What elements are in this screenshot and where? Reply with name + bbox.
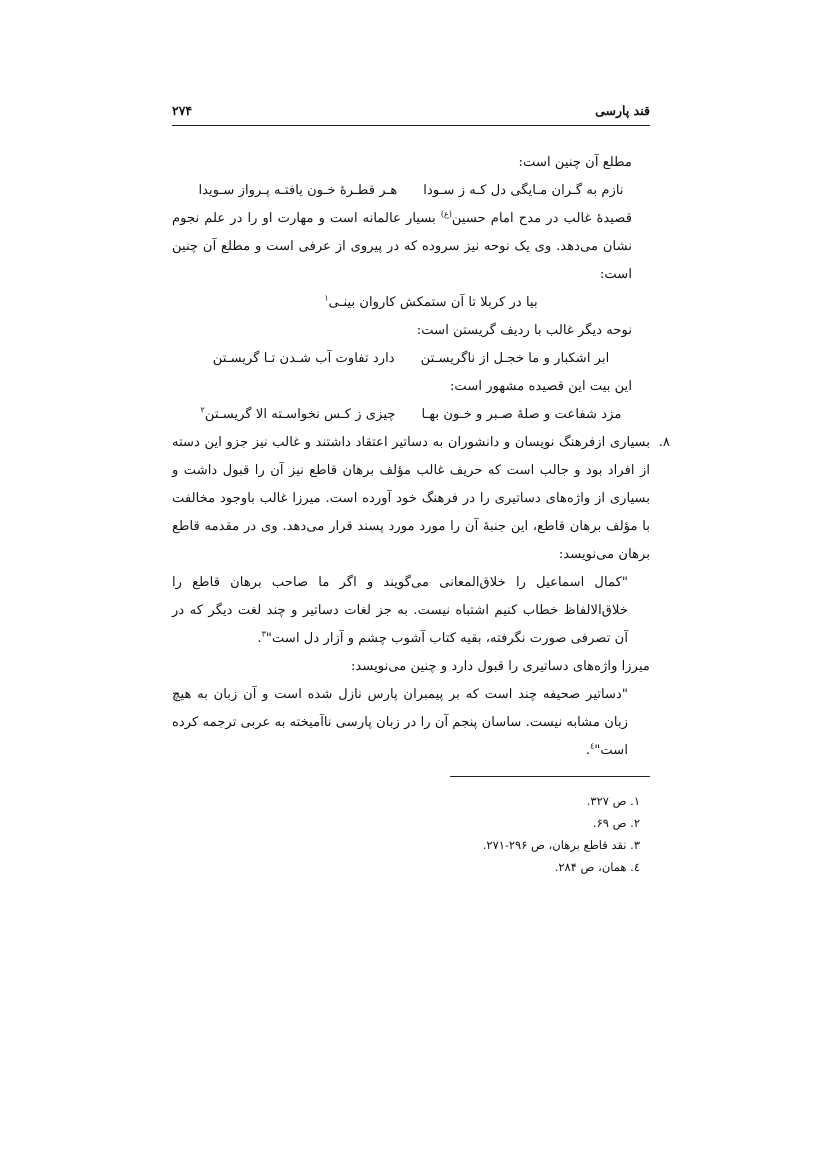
verse-2-line xyxy=(324,289,537,317)
paragraph-qasida xyxy=(172,205,650,289)
quotation-1: "کمال اسماعیل را خلاق‌المعانی می‌گویند و اگر ما صاحب برهان قاطع را خلاق‌الالفاظ خطاب کنیم اشتباه نیست. به جز لغات دساتیر و چند لغت دیگر که در آن تصرفی صورت نگرفته، بقیه کتاب آشوب چشم و آزار دل است"$^۳$. xyxy=(172,575,628,646)
verse-3-hemistich-a: ابر اشکبار و ما خجـل از ناگریسـتن xyxy=(420,351,610,366)
footnote-ref-1: ۱ xyxy=(324,293,329,303)
body-text xyxy=(172,149,670,765)
footnote-ref-4: ٤ xyxy=(589,741,595,751)
verse-1-hemistich-a: نازم به گـران مـایگی دل کـه ز سـودا xyxy=(423,183,624,198)
paragraph-qasida-part-a: قصیدۀ غالب در مدح امام حسین xyxy=(451,211,632,226)
paragraph-famous-bayt: این بیت این قصیده مشهور است: xyxy=(449,379,632,394)
footnote-3: ۳. نقد قاطع برهان، ص ۲۹۶-۲۷۱. xyxy=(482,838,640,852)
item-number: ۸. xyxy=(658,435,670,450)
paragraph-intro: مطلع آن چنین است: xyxy=(518,155,632,170)
page-header xyxy=(172,103,650,126)
verse-4-hemistich-a: مزد شفاعت و صلۀ صـبر و خـون بهـا xyxy=(421,407,622,422)
verse-1 xyxy=(172,177,650,205)
verse-4-hemistich-b xyxy=(201,401,396,429)
paragraph-qasida-part-b: بسیار عالمانه است و مهارت او را در علم نجوم نشان می‌دهد. وی یک نوحه نیز سروده که در پیروی از عرفی است و مطلع آن چنین است: xyxy=(172,211,632,282)
quotation-2: "دساتیر صحیفه چند است که بر پیمبران پارس نازل شده است و آن زبان به هیچ زبان مشابه نیست. ساسان پنجم آن را در زبان پارسی ناآمیخته به عربی ترجمه کرده است"$^٤$. xyxy=(172,687,628,758)
numbered-item-8 xyxy=(172,429,670,569)
footnotes xyxy=(172,790,650,878)
item-8-text: بسیاری ازفرهنگ نویسان و دانشوران به دساتیر اعتقاد داشتند و غالب نیز جزو این دسته از افراد بود و جالب است که حریف غالب مؤلف برهان قاطع نیز آن را قبول داشت و بسیاری از واژه‌های دساتیری را در فرهنگ خود آورده است. میرزا غالب باوجود مخالفت با مؤلف برهان قاطع، این جنبۀ آن را مورد مورد پسند قرار می‌دهد. وی در مقدمه قاطع برهان می‌نویسد: xyxy=(172,435,650,562)
footnote-4: ٤. همان، ص ۲۸۴. xyxy=(554,860,640,874)
footnote-ref-2: ۲ xyxy=(200,405,205,415)
honorific-mark: (ع) xyxy=(440,209,452,219)
footnote-ref-3: ۳ xyxy=(261,629,266,639)
verse-3 xyxy=(172,345,650,373)
verse-2-text: بیا در کربلا تا آن ستمکش کاروان بینـی xyxy=(328,295,538,310)
footnote-2: ۲. ص ۶۹. xyxy=(592,816,640,830)
paragraph-nowhe: نوحه دیگر غالب با ردیف گریستن است: xyxy=(416,323,632,338)
footnote-separator xyxy=(450,776,650,777)
running-title: قند پارسی xyxy=(595,103,650,118)
verse-4-hemistich-b-text: چیزی ز کـس نخواسـته الا گریسـتن xyxy=(204,407,396,422)
verse-1-hemistich-b: هـر قطـرۀ خـون یافتـه پـرواز سـویدا xyxy=(198,183,398,198)
footnote-1: ۱. ص ۳۲۷. xyxy=(586,794,640,808)
verse-2 xyxy=(172,289,650,317)
page-number: ۲۷۴ xyxy=(172,103,193,118)
verse-3-hemistich-b: دارد تفاوت آب شـدن تـا گریسـتن xyxy=(212,351,395,366)
paragraph-mirza: میرزا واژه‌های دساتیری را قبول دارد و چنین می‌نویسد: xyxy=(350,659,650,674)
quotation-2-text: "دساتیر صحیفه چند است که بر پیمبران پارس نازل شده است و آن زبان به هیچ زبان مشابه نیست. ساسان پنجم آن را در زبان پارسی ناآمیخته به عربی ترجمه کرده است" xyxy=(172,687,628,758)
verse-4 xyxy=(172,401,650,429)
quotation-1-text: "کمال اسماعیل را خلاق‌المعانی می‌گویند و اگر ما صاحب برهان قاطع را خلاق‌الالفاظ خطاب کنیم اشتباه نیست. به جز لغات دساتیر و چند لغت دیگر که در آن تصرفی صورت نگرفته، بقیه کتاب آشوب چشم و آزار دل است" xyxy=(172,575,628,646)
